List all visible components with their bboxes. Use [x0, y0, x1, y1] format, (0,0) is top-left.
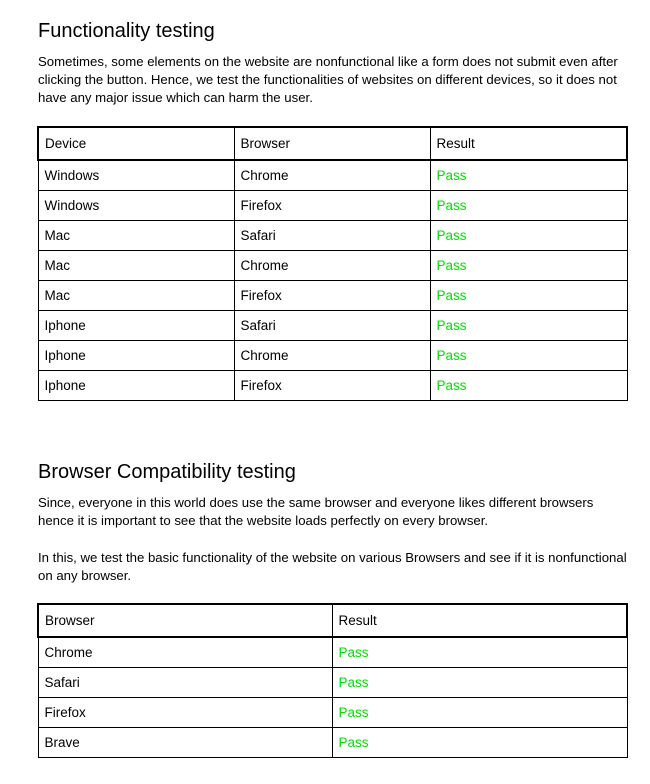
result-cell: Pass [430, 310, 627, 340]
table-row [38, 310, 627, 340]
table-row [38, 280, 627, 310]
functionality-table [37, 126, 628, 401]
device-cell: Windows [38, 160, 234, 190]
browser-cell: Safari [234, 220, 430, 250]
browser-cell: Chrome [234, 160, 430, 190]
table-row [38, 637, 627, 667]
browser-cell: Firefox [234, 280, 430, 310]
browser-cell: Safari [234, 310, 430, 340]
column-header-result: Result [430, 127, 627, 160]
result-cell: Pass [430, 160, 627, 190]
table-row [38, 190, 627, 220]
table-row [38, 697, 627, 727]
table-row [38, 250, 627, 280]
table-row [38, 370, 627, 400]
browser-cell: Safari [38, 667, 332, 697]
browser-compatibility-table [37, 603, 628, 758]
device-cell: Mac [38, 220, 234, 250]
browser-cell: Firefox [234, 190, 430, 220]
column-header-device: Device [38, 127, 234, 160]
table-row [38, 340, 627, 370]
browser-compatibility-description-1: Since, everyone in this world does use the same browser and everyone likes different browsers hence it is important to see that the website loads perfectly on every browser. [38, 495, 594, 528]
browser-cell: Firefox [234, 370, 430, 400]
column-header-browser: Browser [38, 604, 332, 637]
result-cell: Pass [430, 220, 627, 250]
functionality-description: Sometimes, some elements on the website are nonfunctional like a form does not submit even after clicking the button. Hence, we test the functionalities of websites on different devices, so it does not have any major issue which can harm the user. [38, 54, 618, 105]
browser-cell: Chrome [234, 250, 430, 280]
table-header-row [38, 127, 627, 160]
browser-compatibility-heading: Browser Compatibility testing [38, 461, 296, 483]
table-header-row [38, 604, 627, 637]
result-cell: Pass [430, 340, 627, 370]
browser-cell: Firefox [38, 697, 332, 727]
device-cell: Iphone [38, 340, 234, 370]
table-row [38, 667, 627, 697]
result-cell: Pass [332, 697, 627, 727]
column-header-result: Result [332, 604, 627, 637]
device-cell: Mac [38, 280, 234, 310]
functionality-heading: Functionality testing [38, 20, 215, 42]
device-cell: Windows [38, 190, 234, 220]
result-cell: Pass [332, 727, 627, 757]
result-cell: Pass [430, 190, 627, 220]
device-cell: Iphone [38, 370, 234, 400]
result-cell: Pass [430, 250, 627, 280]
result-cell: Pass [332, 667, 627, 697]
browser-cell: Chrome [38, 637, 332, 667]
table-row [38, 160, 627, 190]
table-row [38, 727, 627, 757]
result-cell: Pass [332, 637, 627, 667]
result-cell: Pass [430, 370, 627, 400]
device-cell: Mac [38, 250, 234, 280]
device-cell: Iphone [38, 310, 234, 340]
result-cell: Pass [430, 280, 627, 310]
browser-cell: Brave [38, 727, 332, 757]
table-row [38, 220, 627, 250]
browser-cell: Chrome [234, 340, 430, 370]
column-header-browser: Browser [234, 127, 430, 160]
browser-compatibility-description-2: In this, we test the basic functionality of the website on various Browsers and see if it is nonfunctional on any browser. [38, 550, 627, 583]
